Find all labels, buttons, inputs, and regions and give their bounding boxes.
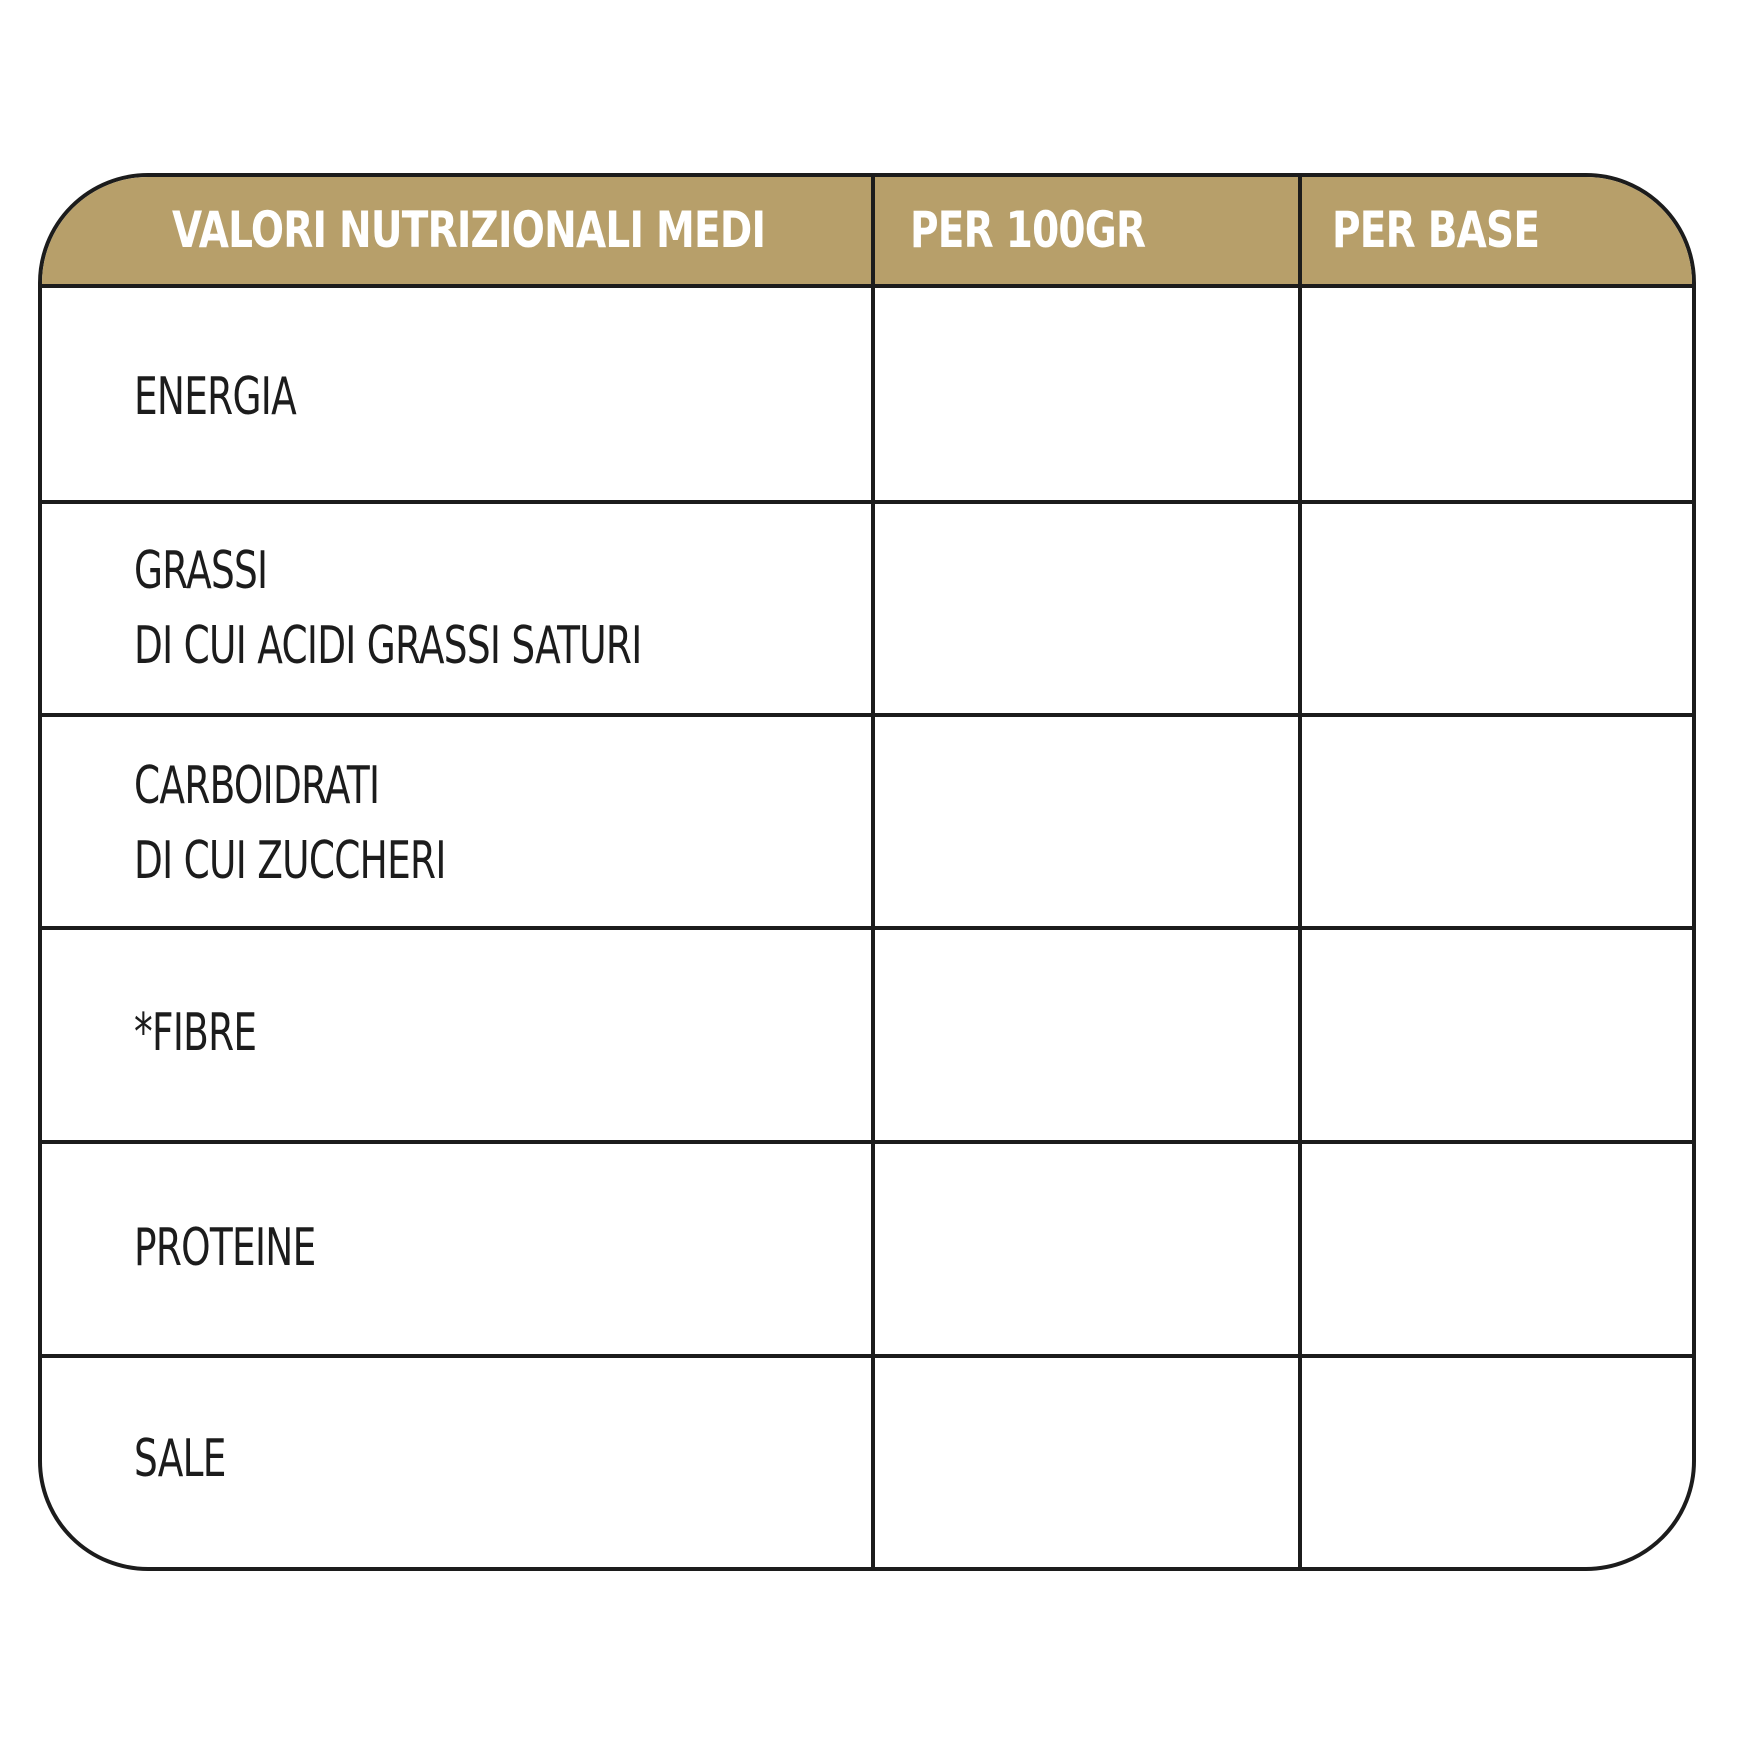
column-divider xyxy=(871,177,875,1567)
row-sublabel: DI CUI ZUCCHERI xyxy=(134,831,446,891)
row-divider xyxy=(42,926,1692,930)
row-divider xyxy=(42,1140,1692,1144)
header-label-per-100gr: PER 100GR xyxy=(910,201,1146,259)
header-label-nutritional-values: VALORI NUTRIZIONALI MEDI xyxy=(172,201,766,259)
header-label-per-base: PER BASE xyxy=(1332,201,1540,259)
row-divider xyxy=(42,500,1692,504)
row-sublabel: DI CUI ACIDI GRASSI SATURI xyxy=(134,616,642,676)
row-label: ENERGIA xyxy=(134,367,296,427)
nutrition-table xyxy=(38,173,1696,1571)
row-label: CARBOIDRATI xyxy=(134,756,380,816)
row-divider xyxy=(42,713,1692,717)
row-divider xyxy=(42,1354,1692,1358)
row-label: GRASSI xyxy=(134,541,268,601)
column-divider xyxy=(1298,177,1302,1567)
row-label: *FIBRE xyxy=(134,1003,257,1063)
row-label: PROTEINE xyxy=(134,1218,316,1278)
row-label: SALE xyxy=(134,1429,226,1489)
